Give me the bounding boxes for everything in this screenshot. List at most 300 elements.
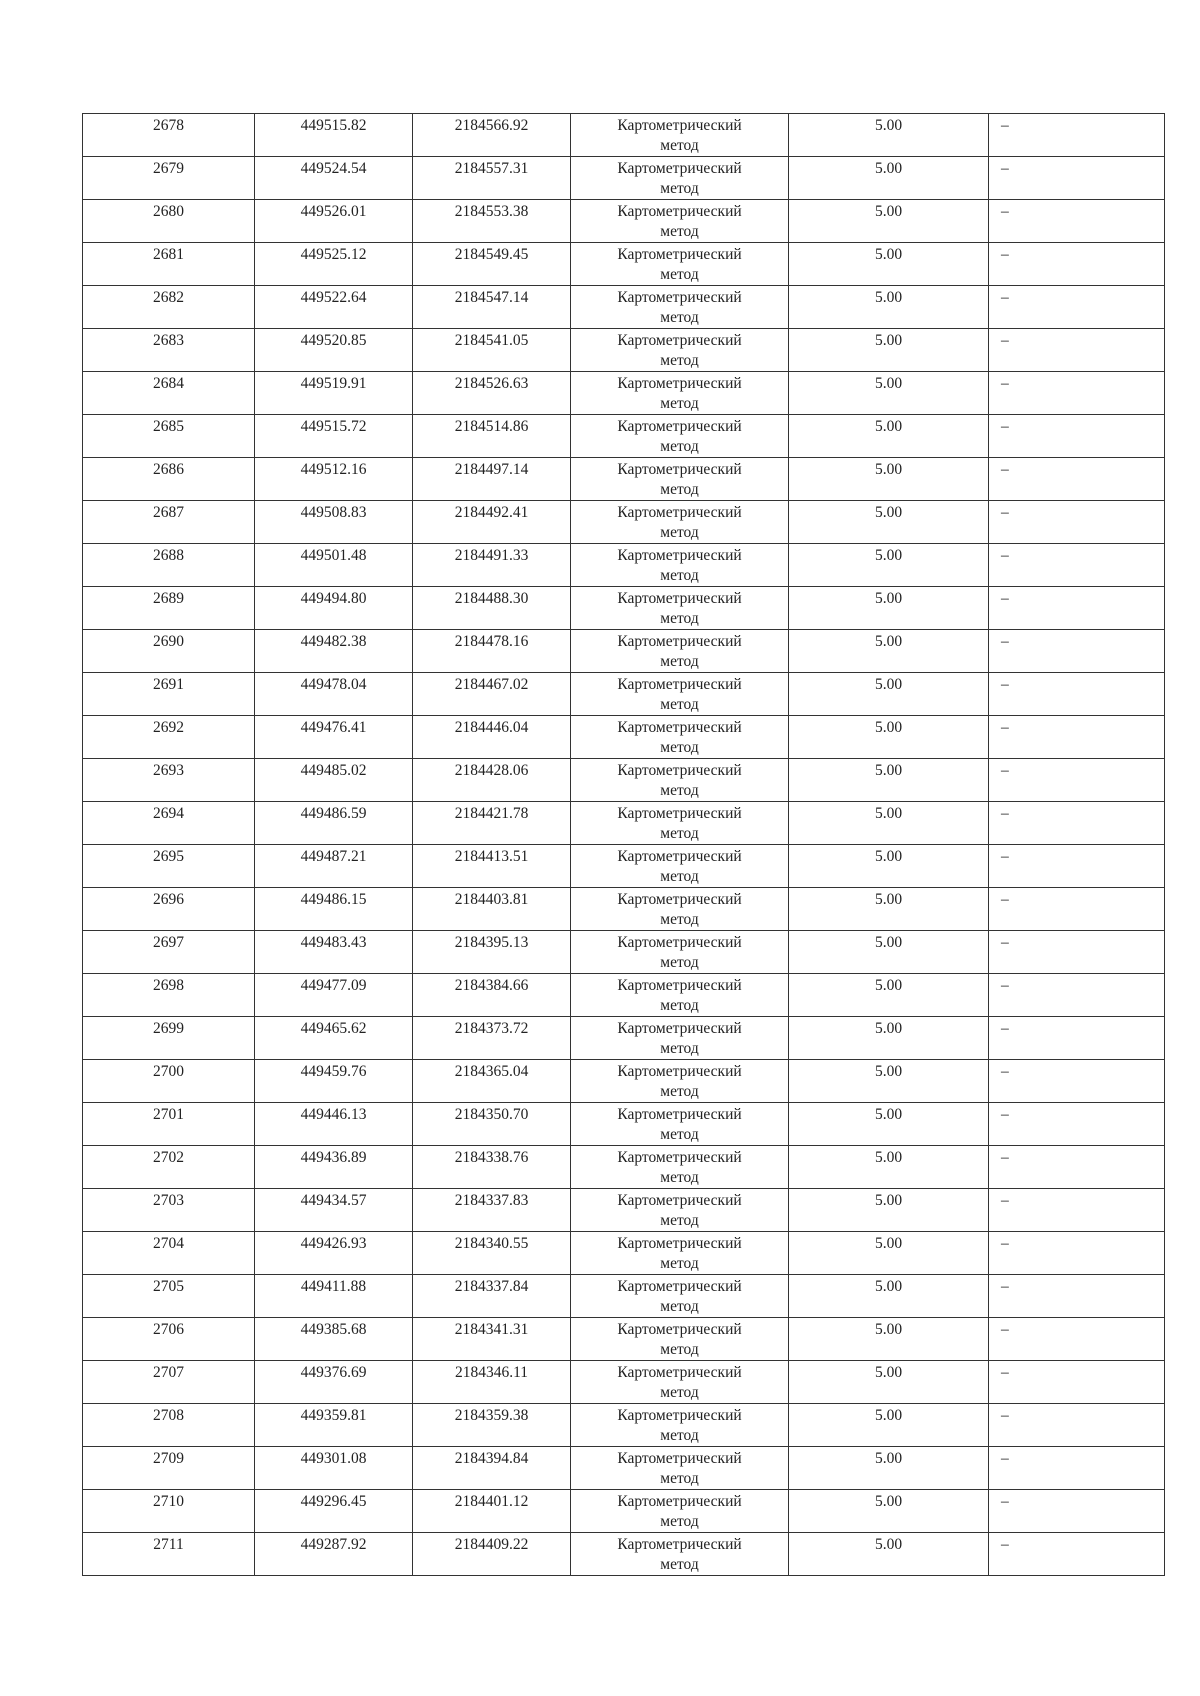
- x-coordinate-cell: [255, 1490, 413, 1533]
- x-coordinate-cell: [255, 845, 413, 888]
- x-coordinate-value: 449524.54: [300, 160, 367, 177]
- accuracy-value: 5.00: [874, 1020, 903, 1037]
- method-label-line1: Картометрический: [617, 977, 742, 994]
- point-number-value: 2687: [153, 504, 184, 521]
- method-label-line2: метод: [660, 1298, 699, 1315]
- note-value: –: [1001, 246, 1009, 263]
- y-coordinate-cell: [413, 1232, 571, 1275]
- method-label-line1: Картометрический: [617, 332, 742, 349]
- y-coordinate-value: 2184428.06: [454, 762, 529, 779]
- y-coordinate-value: 2184488.30: [454, 590, 529, 607]
- x-coordinate-cell: [255, 501, 413, 544]
- note-cell: [989, 1060, 1165, 1103]
- point-number-value: 2699: [153, 1020, 184, 1037]
- y-coordinate-cell: [413, 1318, 571, 1361]
- y-coordinate-value: 2184549.45: [454, 246, 529, 263]
- method-cell: [571, 415, 789, 458]
- point-number-value: 2709: [153, 1450, 184, 1467]
- coordinates-table: [82, 113, 1165, 1576]
- x-coordinate-cell: [255, 673, 413, 716]
- method-label-line1: Картометрический: [617, 289, 742, 306]
- y-coordinate-cell: [413, 1533, 571, 1576]
- accuracy-value: 5.00: [874, 246, 903, 263]
- method-label-line2: метод: [660, 868, 699, 885]
- method-label-line1: Картометрический: [617, 1063, 742, 1080]
- point-number-cell: [83, 1404, 255, 1447]
- x-coordinate-value: 449501.48: [300, 547, 367, 564]
- accuracy-cell: [789, 974, 989, 1017]
- point-number-cell: [83, 458, 255, 501]
- x-coordinate-cell: [255, 1017, 413, 1060]
- note-cell: [989, 1318, 1165, 1361]
- accuracy-value: 5.00: [874, 1235, 903, 1252]
- x-coordinate-value: 449515.72: [300, 418, 367, 435]
- x-coordinate-value: 449477.09: [300, 977, 367, 994]
- point-number-value: 2710: [153, 1493, 184, 1510]
- x-coordinate-value: 449486.59: [300, 805, 367, 822]
- table-row: [83, 1447, 1165, 1490]
- x-coordinate-cell: [255, 286, 413, 329]
- y-coordinate-value: 2184566.92: [454, 117, 529, 134]
- method-label-line1: Картометрический: [617, 504, 742, 521]
- y-coordinate-value: 2184341.31: [454, 1321, 529, 1338]
- table-row: [83, 1060, 1165, 1103]
- table-row: [83, 759, 1165, 802]
- table-row: [83, 329, 1165, 372]
- x-coordinate-value: 449526.01: [300, 203, 367, 220]
- note-value: –: [1001, 676, 1009, 693]
- method-label-line1: Картометрический: [617, 117, 742, 134]
- table-row: [83, 243, 1165, 286]
- point-number-cell: [83, 1447, 255, 1490]
- y-coordinate-value: 2184346.11: [454, 1364, 529, 1381]
- note-value: –: [1001, 719, 1009, 736]
- y-coordinate-value: 2184359.38: [454, 1407, 529, 1424]
- table-row: [83, 888, 1165, 931]
- method-cell: [571, 716, 789, 759]
- point-number-value: 2708: [153, 1407, 184, 1424]
- table-row: [83, 716, 1165, 759]
- accuracy-value: 5.00: [874, 117, 903, 134]
- accuracy-cell: [789, 1361, 989, 1404]
- y-coordinate-value: 2184491.33: [454, 547, 529, 564]
- x-coordinate-cell: [255, 630, 413, 673]
- method-label-line1: Картометрический: [617, 1536, 742, 1553]
- x-coordinate-value: 449459.76: [300, 1063, 367, 1080]
- method-label-line1: Картометрический: [617, 246, 742, 263]
- method-cell: [571, 673, 789, 716]
- point-number-value: 2689: [153, 590, 184, 607]
- note-cell: [989, 587, 1165, 630]
- accuracy-value: 5.00: [874, 1536, 903, 1553]
- y-coordinate-cell: [413, 1189, 571, 1232]
- accuracy-cell: [789, 759, 989, 802]
- point-number-cell: [83, 802, 255, 845]
- note-value: –: [1001, 1450, 1009, 1467]
- accuracy-value: 5.00: [874, 1364, 903, 1381]
- method-cell: [571, 974, 789, 1017]
- x-coordinate-value: 449411.88: [300, 1278, 367, 1295]
- note-cell: [989, 200, 1165, 243]
- point-number-value: 2706: [153, 1321, 184, 1338]
- note-cell: [989, 501, 1165, 544]
- point-number-value: 2702: [153, 1149, 184, 1166]
- method-label-line1: Картометрический: [617, 891, 742, 908]
- accuracy-value: 5.00: [874, 289, 903, 306]
- method-label-line2: метод: [660, 782, 699, 799]
- note-value: –: [1001, 504, 1009, 521]
- y-coordinate-value: 2184395.13: [454, 934, 529, 951]
- method-cell: [571, 1189, 789, 1232]
- x-coordinate-cell: [255, 888, 413, 931]
- note-cell: [989, 1490, 1165, 1533]
- point-number-cell: [83, 974, 255, 1017]
- point-number-cell: [83, 888, 255, 931]
- y-coordinate-cell: [413, 1490, 571, 1533]
- y-coordinate-cell: [413, 630, 571, 673]
- y-coordinate-cell: [413, 243, 571, 286]
- accuracy-cell: [789, 372, 989, 415]
- method-label-line2: метод: [660, 567, 699, 584]
- x-coordinate-value: 449434.57: [300, 1192, 367, 1209]
- point-number-cell: [83, 1060, 255, 1103]
- table-row: [83, 1189, 1165, 1232]
- accuracy-value: 5.00: [874, 934, 903, 951]
- method-label-line2: метод: [660, 1556, 699, 1573]
- point-number-cell: [83, 1017, 255, 1060]
- method-cell: [571, 1404, 789, 1447]
- method-label-line1: Картометрический: [617, 160, 742, 177]
- x-coordinate-value: 449508.83: [300, 504, 367, 521]
- y-coordinate-cell: [413, 1404, 571, 1447]
- accuracy-cell: [789, 415, 989, 458]
- note-value: –: [1001, 1020, 1009, 1037]
- x-coordinate-cell: [255, 1146, 413, 1189]
- accuracy-cell: [789, 1189, 989, 1232]
- method-label-line2: метод: [660, 911, 699, 928]
- y-coordinate-cell: [413, 759, 571, 802]
- method-cell: [571, 157, 789, 200]
- x-coordinate-value: 449486.15: [300, 891, 367, 908]
- method-label-line2: метод: [660, 653, 699, 670]
- note-cell: [989, 1017, 1165, 1060]
- y-coordinate-value: 2184403.81: [454, 891, 529, 908]
- x-coordinate-value: 449359.81: [300, 1407, 367, 1424]
- note-value: –: [1001, 633, 1009, 650]
- method-cell: [571, 587, 789, 630]
- method-cell: [571, 1447, 789, 1490]
- method-label-line2: метод: [660, 1212, 699, 1229]
- method-label-line1: Картометрический: [617, 1364, 742, 1381]
- point-number-cell: [83, 114, 255, 157]
- y-coordinate-value: 2184514.86: [454, 418, 529, 435]
- x-coordinate-cell: [255, 759, 413, 802]
- method-label-line1: Картометрический: [617, 1235, 742, 1252]
- table-row: [83, 1103, 1165, 1146]
- method-cell: [571, 200, 789, 243]
- y-coordinate-cell: [413, 673, 571, 716]
- method-label-line1: Картометрический: [617, 590, 742, 607]
- note-value: –: [1001, 590, 1009, 607]
- method-label-line2: метод: [660, 395, 699, 412]
- table-row: [83, 286, 1165, 329]
- x-coordinate-cell: [255, 157, 413, 200]
- x-coordinate-cell: [255, 458, 413, 501]
- method-label-line1: Картометрический: [617, 461, 742, 478]
- method-label-line2: метод: [660, 1083, 699, 1100]
- accuracy-cell: [789, 1060, 989, 1103]
- point-number-value: 2698: [153, 977, 184, 994]
- method-cell: [571, 1060, 789, 1103]
- note-value: –: [1001, 934, 1009, 951]
- x-coordinate-value: 449515.82: [300, 117, 367, 134]
- y-coordinate-value: 2184340.55: [454, 1235, 529, 1252]
- accuracy-value: 5.00: [874, 762, 903, 779]
- point-number-value: 2693: [153, 762, 184, 779]
- accuracy-cell: [789, 1146, 989, 1189]
- note-cell: [989, 544, 1165, 587]
- y-coordinate-value: 2184373.72: [454, 1020, 529, 1037]
- method-cell: [571, 1318, 789, 1361]
- method-label-line1: Картометрический: [617, 418, 742, 435]
- point-number-cell: [83, 931, 255, 974]
- point-number-value: 2688: [153, 547, 184, 564]
- point-number-value: 2678: [153, 117, 184, 134]
- table-row: [83, 200, 1165, 243]
- y-coordinate-value: 2184547.14: [454, 289, 529, 306]
- point-number-value: 2701: [153, 1106, 184, 1123]
- note-value: –: [1001, 1536, 1009, 1553]
- accuracy-cell: [789, 286, 989, 329]
- y-coordinate-value: 2184394.84: [454, 1450, 529, 1467]
- accuracy-value: 5.00: [874, 633, 903, 650]
- note-cell: [989, 1189, 1165, 1232]
- note-cell: [989, 1533, 1165, 1576]
- y-coordinate-cell: [413, 286, 571, 329]
- note-cell: [989, 759, 1165, 802]
- x-coordinate-value: 449296.45: [300, 1493, 367, 1510]
- accuracy-cell: [789, 243, 989, 286]
- method-label-line2: метод: [660, 524, 699, 541]
- y-coordinate-value: 2184421.78: [454, 805, 529, 822]
- point-number-cell: [83, 759, 255, 802]
- point-number-value: 2694: [153, 805, 184, 822]
- x-coordinate-value: 449426.93: [300, 1235, 367, 1252]
- accuracy-cell: [789, 1318, 989, 1361]
- table-row: [83, 1404, 1165, 1447]
- accuracy-cell: [789, 329, 989, 372]
- x-coordinate-cell: [255, 1103, 413, 1146]
- method-label-line2: метод: [660, 1169, 699, 1186]
- method-label-line2: метод: [660, 137, 699, 154]
- x-coordinate-cell: [255, 931, 413, 974]
- accuracy-cell: [789, 1017, 989, 1060]
- accuracy-cell: [789, 544, 989, 587]
- point-number-cell: [83, 1103, 255, 1146]
- table-row: [83, 1533, 1165, 1576]
- method-label-line2: метод: [660, 266, 699, 283]
- point-number-value: 2711: [153, 1536, 184, 1553]
- table-row: [83, 1232, 1165, 1275]
- point-number-cell: [83, 1275, 255, 1318]
- point-number-value: 2684: [153, 375, 184, 392]
- method-label-line2: метод: [660, 739, 699, 756]
- method-cell: [571, 1533, 789, 1576]
- method-cell: [571, 1232, 789, 1275]
- method-label-line1: Картометрический: [617, 633, 742, 650]
- method-cell: [571, 243, 789, 286]
- point-number-value: 2682: [153, 289, 184, 306]
- x-coordinate-cell: [255, 1232, 413, 1275]
- y-coordinate-cell: [413, 716, 571, 759]
- note-cell: [989, 1146, 1165, 1189]
- y-coordinate-cell: [413, 458, 571, 501]
- method-label-line2: метод: [660, 1427, 699, 1444]
- accuracy-cell: [789, 931, 989, 974]
- note-cell: [989, 1447, 1165, 1490]
- point-number-cell: [83, 329, 255, 372]
- accuracy-value: 5.00: [874, 1106, 903, 1123]
- x-coordinate-cell: [255, 329, 413, 372]
- method-label-line1: Картометрический: [617, 375, 742, 392]
- point-number-cell: [83, 1533, 255, 1576]
- accuracy-cell: [789, 845, 989, 888]
- point-number-cell: [83, 372, 255, 415]
- x-coordinate-value: 449483.43: [300, 934, 367, 951]
- x-coordinate-cell: [255, 1361, 413, 1404]
- point-number-cell: [83, 501, 255, 544]
- point-number-value: 2707: [153, 1364, 184, 1381]
- x-coordinate-value: 449487.21: [300, 848, 367, 865]
- method-label-line1: Картометрический: [617, 1149, 742, 1166]
- table-row: [83, 630, 1165, 673]
- note-value: –: [1001, 461, 1009, 478]
- point-number-value: 2685: [153, 418, 184, 435]
- accuracy-value: 5.00: [874, 1407, 903, 1424]
- point-number-value: 2704: [153, 1235, 184, 1252]
- y-coordinate-cell: [413, 501, 571, 544]
- method-cell: [571, 1490, 789, 1533]
- note-value: –: [1001, 547, 1009, 564]
- point-number-value: 2690: [153, 633, 184, 650]
- method-label-line2: метод: [660, 825, 699, 842]
- method-label-line2: метод: [660, 1341, 699, 1358]
- x-coordinate-value: 449385.68: [300, 1321, 367, 1338]
- method-cell: [571, 1017, 789, 1060]
- method-label-line2: метод: [660, 223, 699, 240]
- y-coordinate-value: 2184350.70: [454, 1106, 529, 1123]
- note-cell: [989, 1103, 1165, 1146]
- y-coordinate-value: 2184497.14: [454, 461, 529, 478]
- method-label-line2: метод: [660, 1040, 699, 1057]
- point-number-cell: [83, 1318, 255, 1361]
- y-coordinate-cell: [413, 1361, 571, 1404]
- y-coordinate-cell: [413, 1103, 571, 1146]
- point-number-value: 2686: [153, 461, 184, 478]
- point-number-value: 2683: [153, 332, 184, 349]
- point-number-cell: [83, 845, 255, 888]
- table-row: [83, 157, 1165, 200]
- table-row: [83, 1275, 1165, 1318]
- accuracy-value: 5.00: [874, 719, 903, 736]
- note-value: –: [1001, 848, 1009, 865]
- x-coordinate-cell: [255, 1447, 413, 1490]
- point-number-cell: [83, 286, 255, 329]
- x-coordinate-cell: [255, 372, 413, 415]
- x-coordinate-value: 449301.08: [300, 1450, 367, 1467]
- point-number-cell: [83, 200, 255, 243]
- note-value: –: [1001, 1278, 1009, 1295]
- accuracy-value: 5.00: [874, 977, 903, 994]
- x-coordinate-value: 449446.13: [300, 1106, 367, 1123]
- y-coordinate-cell: [413, 845, 571, 888]
- accuracy-cell: [789, 1103, 989, 1146]
- method-cell: [571, 1103, 789, 1146]
- method-cell: [571, 544, 789, 587]
- method-label-line1: Картометрический: [617, 848, 742, 865]
- accuracy-cell: [789, 501, 989, 544]
- accuracy-value: 5.00: [874, 160, 903, 177]
- y-coordinate-value: 2184446.04: [454, 719, 529, 736]
- x-coordinate-cell: [255, 974, 413, 1017]
- point-number-value: 2695: [153, 848, 184, 865]
- note-cell: [989, 931, 1165, 974]
- note-cell: [989, 329, 1165, 372]
- accuracy-value: 5.00: [874, 1149, 903, 1166]
- table-row: [83, 974, 1165, 1017]
- point-number-cell: [83, 716, 255, 759]
- method-cell: [571, 802, 789, 845]
- x-coordinate-cell: [255, 1189, 413, 1232]
- note-value: –: [1001, 805, 1009, 822]
- point-number-cell: [83, 1146, 255, 1189]
- point-number-value: 2691: [153, 676, 184, 693]
- accuracy-value: 5.00: [874, 1192, 903, 1209]
- y-coordinate-value: 2184409.22: [454, 1536, 529, 1553]
- method-label-line1: Картометрический: [617, 1407, 742, 1424]
- y-coordinate-cell: [413, 157, 571, 200]
- y-coordinate-cell: [413, 114, 571, 157]
- method-label-line2: метод: [660, 610, 699, 627]
- table-row: [83, 1017, 1165, 1060]
- method-cell: [571, 1361, 789, 1404]
- x-coordinate-cell: [255, 415, 413, 458]
- point-number-cell: [83, 544, 255, 587]
- x-coordinate-cell: [255, 1275, 413, 1318]
- method-label-line2: метод: [660, 696, 699, 713]
- method-cell: [571, 114, 789, 157]
- note-value: –: [1001, 1235, 1009, 1252]
- note-cell: [989, 1361, 1165, 1404]
- note-cell: [989, 630, 1165, 673]
- method-label-line1: Картометрический: [617, 934, 742, 951]
- method-cell: [571, 1146, 789, 1189]
- accuracy-cell: [789, 630, 989, 673]
- accuracy-value: 5.00: [874, 590, 903, 607]
- point-number-value: 2681: [153, 246, 184, 263]
- x-coordinate-cell: [255, 1404, 413, 1447]
- table-row: [83, 587, 1165, 630]
- accuracy-value: 5.00: [874, 418, 903, 435]
- method-cell: [571, 888, 789, 931]
- note-cell: [989, 243, 1165, 286]
- method-label-line1: Картометрический: [617, 203, 742, 220]
- accuracy-cell: [789, 1404, 989, 1447]
- y-coordinate-value: 2184492.41: [454, 504, 529, 521]
- point-number-cell: [83, 1490, 255, 1533]
- note-cell: [989, 888, 1165, 931]
- y-coordinate-value: 2184557.31: [454, 160, 529, 177]
